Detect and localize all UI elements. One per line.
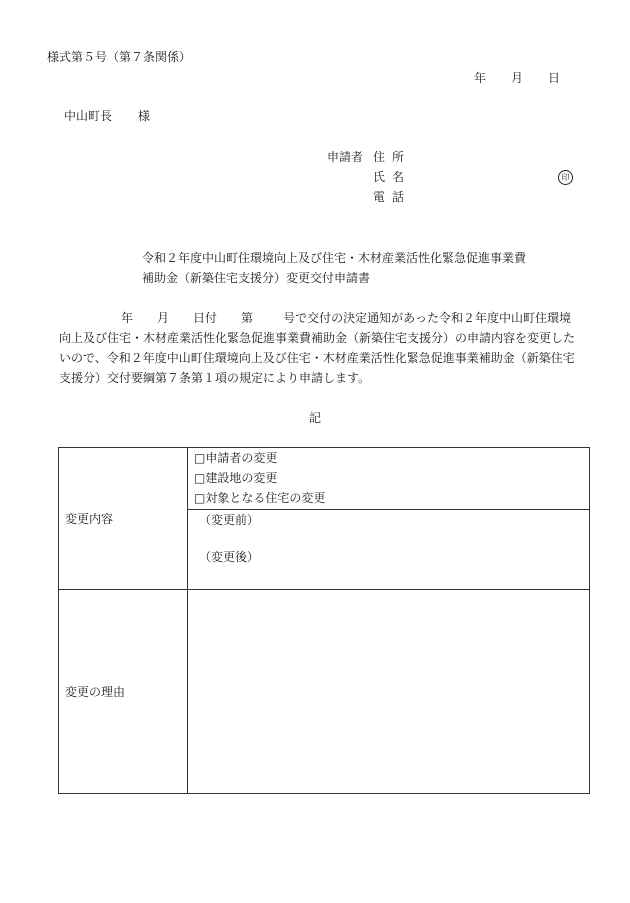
ki-label: 記: [309, 411, 322, 425]
body-month: 月: [157, 311, 170, 325]
seal-mark: 印: [558, 170, 573, 185]
table-column-divider: [187, 448, 188, 793]
body-paragraph: [59, 308, 579, 388]
applicant-label: 申請者: [327, 150, 364, 164]
option-house-change[interactable]: □対象となる住宅の変更: [194, 491, 326, 505]
before-change-label: （変更前）: [199, 513, 260, 527]
document-title-line1: 令和２年度中山町住環境向上及び住宅・木材産業活性化緊急促進事業費: [142, 251, 527, 265]
change-content-label: 変更内容: [65, 512, 114, 526]
date-month: 月: [511, 71, 524, 85]
addressee: 中山町長: [64, 109, 113, 123]
change-detail-table: [58, 447, 590, 794]
form-number: 様式第５号（第７条関係）: [47, 50, 192, 64]
table-row-divider: [59, 589, 589, 590]
body-text: 号で交付の決定通知があった令和２年度中山町住環境向上及び住宅・木材産業活性化緊急促進事業費補助金（新築住宅支援分）の申請内容を変更したいので、令和２年度中山町住環境向上及び住宅・木材産業活性化緊急促進事業補助金（新築住宅支援分）交付要綱第７条第１項の規定により申請します。: [59, 311, 576, 385]
change-reason-label: 変更の理由: [65, 685, 126, 699]
applicant-address-label: 住所: [373, 150, 412, 164]
applicant-phone-label: 電話: [373, 190, 412, 204]
after-change-label: （変更後）: [199, 550, 260, 564]
addressee-honorific: 様: [138, 109, 151, 123]
body-day: 日付: [193, 311, 218, 325]
body-number-prefix: 第: [241, 311, 254, 325]
date-year: 年: [474, 71, 487, 85]
option-site-change[interactable]: □建設地の変更: [194, 471, 278, 485]
body-year: 年: [121, 311, 134, 325]
document-title-line2: 補助金（新築住宅支援分）変更交付申請書: [142, 271, 371, 285]
applicant-name-label: 氏名: [373, 170, 412, 184]
options-divider: [187, 509, 589, 510]
date-day: 日: [548, 71, 561, 85]
option-applicant-change[interactable]: □申請者の変更: [194, 451, 278, 465]
